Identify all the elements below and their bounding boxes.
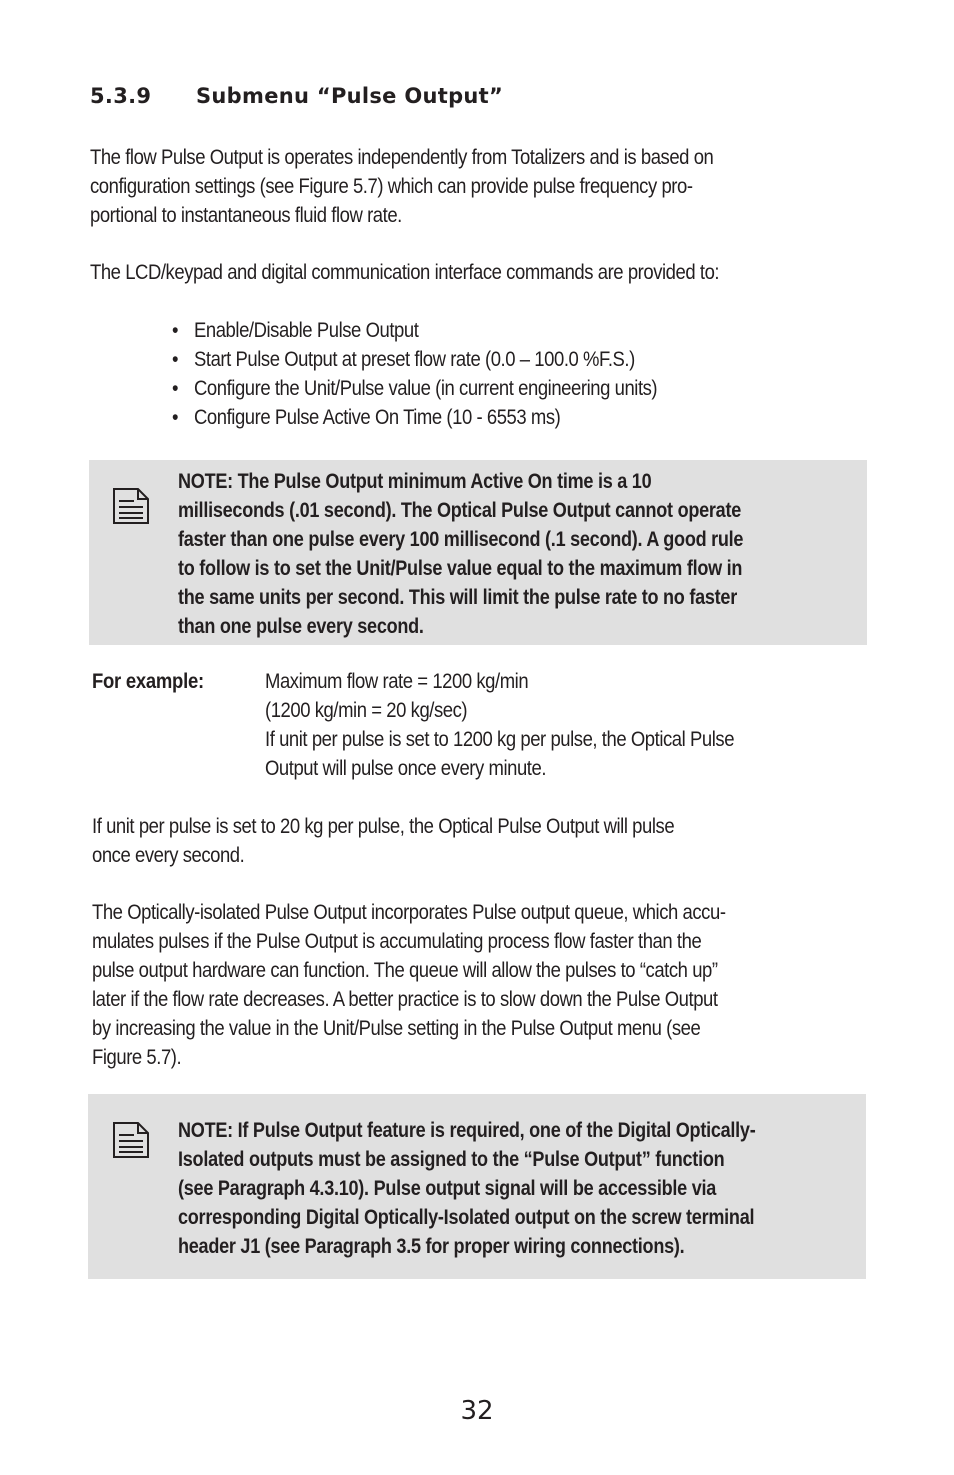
example-line: Output will pulse once every minute. — [265, 757, 547, 780]
note-line: Isolated outputs must be assigned to the “Pulse Output” function — [178, 1148, 725, 1171]
note-line: faster than one pulse every 100 millisecond (.1 second). A good rule — [178, 528, 744, 551]
bullet-icon: • — [172, 348, 179, 371]
page-number: 32 — [460, 1396, 494, 1426]
note-line: (see Paragraph 4.3.10). Pulse output signal will be accessible via — [178, 1177, 717, 1200]
note-text — [178, 467, 849, 641]
paragraph-line: later if the flow rate decreases. A better practice is to slow down the Pulse Output — [92, 988, 718, 1011]
list-item — [172, 374, 841, 403]
list-item — [172, 316, 841, 345]
section-heading — [90, 84, 503, 108]
paragraph-line: pulse output hardware can function. The queue will allow the pulses to “catch up” — [92, 959, 718, 982]
note-line: milliseconds (.01 second). The Optical Pulse Output cannot operate — [178, 499, 742, 522]
bullet-icon: • — [172, 406, 179, 429]
list-item-text: Start Pulse Output at preset flow rate (0.0 – 100.0 %F.S.) — [194, 348, 635, 371]
example-line: Maximum flow rate = 1200 kg/min — [265, 670, 529, 693]
paragraph-line: Figure 5.7). — [92, 1046, 182, 1069]
queue-paragraph — [92, 898, 866, 1072]
paragraph-line: mulates pulses if the Pulse Output is accumulating process flow faster than the — [92, 930, 702, 953]
paragraph-line: once every second. — [92, 844, 245, 867]
bullet-icon: • — [172, 319, 179, 342]
note-line: NOTE: If Pulse Output feature is required, one of the Digital Optically- — [178, 1119, 756, 1142]
list-item-text: Enable/Disable Pulse Output — [194, 319, 419, 342]
note-box-digital-output — [88, 1094, 866, 1279]
list-item-text: Configure the Unit/Pulse value (in current engineering units) — [194, 377, 658, 400]
commands-paragraph: The LCD/keypad and digital communication interface commands are provided to: — [90, 261, 720, 284]
section-title: Submenu “Pulse Output” — [196, 84, 504, 108]
command-list — [172, 316, 841, 432]
intro-line: configuration settings (see Figure 5.7) which can provide pulse frequency pro- — [90, 175, 693, 198]
example-line: If unit per pulse is set to 1200 kg per pulse, the Optical Pulse — [265, 728, 735, 751]
note-icon — [112, 487, 150, 525]
note-icon — [112, 1121, 150, 1159]
bullet-icon: • — [172, 377, 179, 400]
note-box-active-time — [89, 460, 867, 645]
example-line: (1200 kg/min = 20 kg/sec) — [265, 699, 468, 722]
example-text — [265, 667, 863, 783]
twenty-kg-paragraph — [92, 812, 866, 870]
note-text — [178, 1116, 849, 1261]
list-item — [172, 345, 841, 374]
list-item-text: Configure Pulse Active On Time (10 - 6553 ms) — [194, 406, 561, 429]
note-line: than one pulse every second. — [178, 615, 424, 638]
example-label: For example: — [92, 670, 204, 693]
note-line: the same units per second. This will limit the pulse rate to no faster — [178, 586, 737, 609]
paragraph-line: The Optically-isolated Pulse Output incorporates Pulse output queue, which accu- — [92, 901, 726, 924]
intro-paragraph — [90, 143, 864, 230]
intro-line: The flow Pulse Output is operates independently from Totalizers and is based on — [90, 146, 714, 169]
paragraph-line: If unit per pulse is set to 20 kg per pulse, the Optical Pulse Output will pulse — [92, 815, 675, 838]
list-item — [172, 403, 841, 432]
paragraph-line: by increasing the value in the Unit/Pulse setting in the Pulse Output menu (see — [92, 1017, 701, 1040]
note-line: header J1 (see Paragraph 3.5 for proper wiring connections). — [178, 1235, 685, 1258]
note-line: NOTE: The Pulse Output minimum Active On time is a 10 — [178, 470, 652, 493]
note-line: corresponding Digital Optically-Isolated output on the screw terminal — [178, 1206, 755, 1229]
section-number: 5.3.9 — [90, 84, 152, 108]
note-line: to follow is to set the Unit/Pulse value equal to the maximum flow in — [178, 557, 743, 580]
intro-line: portional to instantaneous fluid flow rate. — [90, 204, 402, 227]
